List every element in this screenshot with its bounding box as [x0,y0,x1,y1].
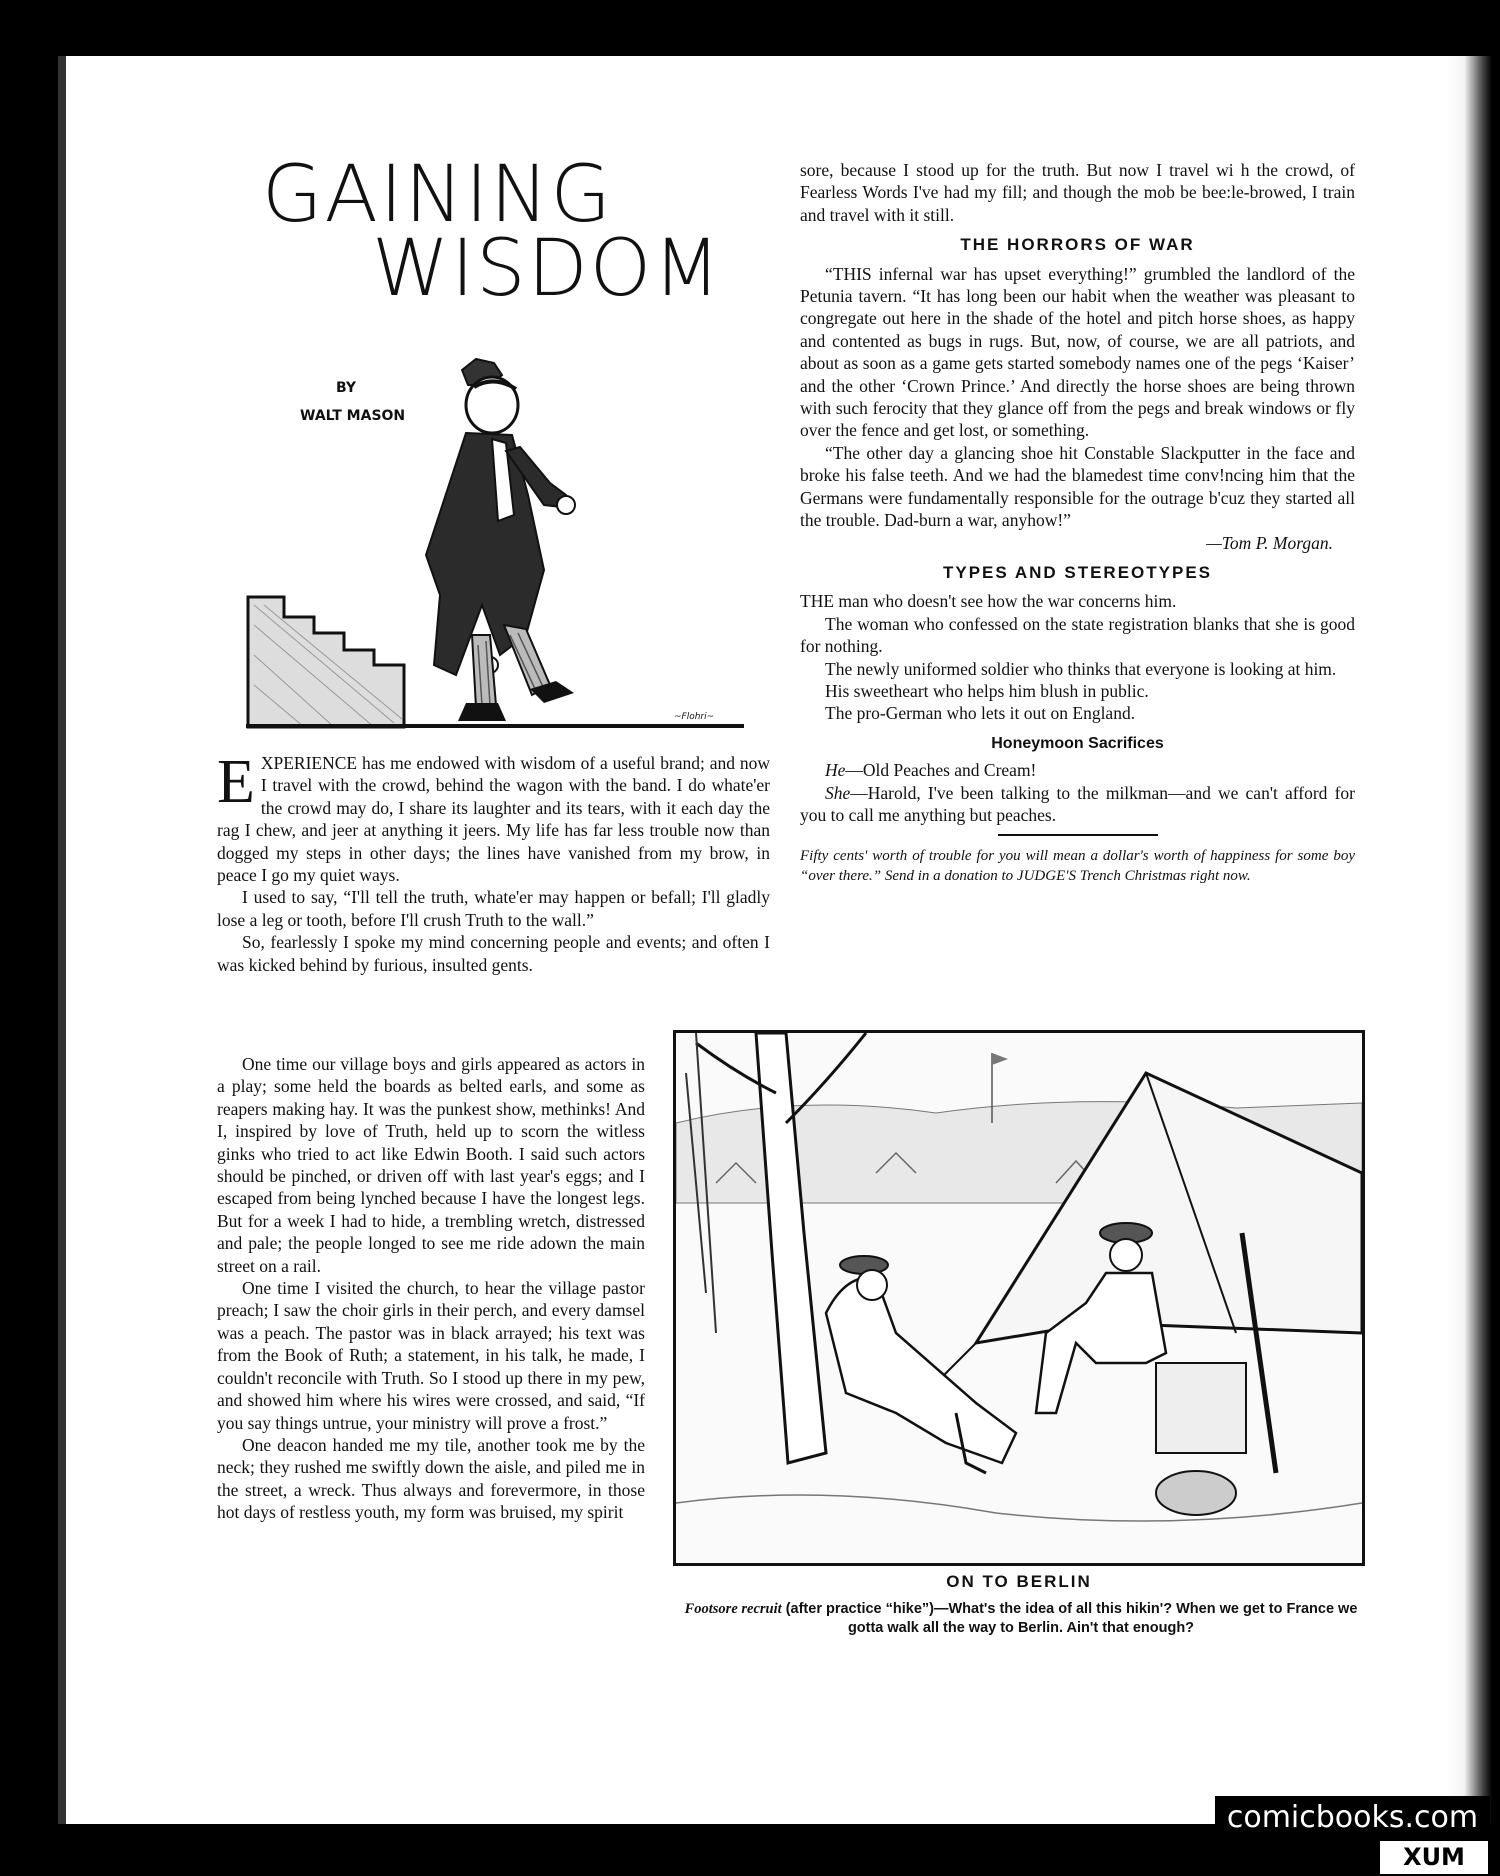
page-spine-shadow [1446,56,1492,1824]
article-paragraph-1 [217,748,770,886]
types-line-3: The newly uniformed soldier who thinks that everyone is looking at him. [825,658,1337,679]
cartoon-title: ON TO BERLIN [946,1572,1092,1591]
article-column-left-narrow [217,1053,645,1524]
honeymoon-she-line [800,782,1355,827]
honeymoon-she-label: She [825,782,851,803]
article-column-right [800,159,1355,886]
honeymoon-heading: Honeymoon Sacrifices [991,734,1164,752]
svg-text:~Flohri~: ~Flohri~ [674,712,715,722]
cartoon-caption [676,1600,1366,1638]
types-line-5: The pro-German who lets it out on England. [825,703,1136,724]
types-line-4: His sweetheart who helps him blush in public. [825,680,1149,701]
drop-cap: E [217,748,255,816]
cartoon-caption-text: (after practice “hike”)—What's the idea of all this hikin'? When we get to France we gotta walk all the way to Berlin. Ain't that enough? [785,1601,1358,1636]
article-column-left [217,748,770,976]
honeymoon-he-label: He [825,760,846,781]
cartoon-caption-speaker: Footsore recruit [684,1601,782,1617]
honeymoon-she-text: —Harold, I've been talking to the milkman—and we can't afford for you to call me anything but peaches. [800,782,1355,825]
article-title-line-1: GAINING [262,150,613,240]
walking-man-illustration [244,355,744,730]
section-divider [998,834,1158,836]
trench-christmas-appeal: Fifty cents' worth of trouble for you will mean a dollar's worth of happiness for some boy “over there.” Send in a donation to JUDGE'S Trench Christmas right now. [800,848,1355,885]
cartoon-drawing [676,1033,1362,1563]
byline-by: BY [336,380,357,396]
site-watermark: comicbooks.com [1215,1796,1490,1840]
article-paragraph-3: So, fearlessly I spoke my mind concerning people and events; and often I was kicked behind by furious, insulted gents. [217,932,770,975]
horrors-signature: —Tom P. Morgan. [1206,532,1333,553]
honeymoon-he-text: —Old Peaches and Cream! [845,760,1037,781]
horrors-of-war-heading: THE HORRORS OF WAR [960,235,1195,255]
article-continuation: sore, because I stood up for the truth. But now I travel wi h the crowd, of Fearless Words I've had my fill; and though the mob be bee:le-browed, I train and travel with it still. [800,160,1355,225]
article-paragraph-6: One deacon handed me my tile, another took me by the neck; they rushed me swiftly down the aisle, and piled me in the street, a wreck. Thus always and forevermore, in those hot days of restless youth, my form was bruised, my spirit [217,1434,645,1523]
article-paragraph-4: One time our village boys and girls appeared as actors in a play; some held the boards as belted earls, and some as reapers making hay. It was the punkest show, methinks! And I, inspired by love of Truth, held up to scorn the witless ginks who tried to act like Edwin Booth. I said such actors should be pinched, or driven off with last year's eggs; and I escaped from being lynched because I have the longest legs. But for a week I had to hide, a trembling wretch, distressed and pale; the people longed to see me ride adown the main street on a rail. [217,1054,645,1276]
article-title-line-2: WISDOM [372,224,723,314]
xum-badge: XUM [1380,1841,1488,1874]
types-stereotypes-heading: TYPES AND STEREOTYPES [942,562,1213,582]
article-paragraph-5: One time I visited the church, to hear the village pastor preach; I saw the choir girls in their perch, and every damsel was a peach. The pastor was in black arrayed; his text was from the Book of Ruth; a statement, in his talk, he made, I couldn't reconcile with Truth. So I stood up there in my pew, and showed him where his wires were crossed, and said, “If you say things untrue, your ministry will prove a frost.” [217,1278,645,1433]
page-left-edge [58,56,66,1824]
byline-author: WALT MASON [300,408,406,424]
horrors-paragraph-1: “THIS infernal war has upset everything!” grumbled the landlord of the Petunia tavern. “It has long been our habit when the weather was pleasant to congregate out here in the shade of the hotel and pitch horse shoes, as happy and contented as bugs in rugs. But, now, of course, we are all patriots, and about as soon as a game gets started somebody names one of the pegs ‘Kaiser’ and the other ‘Crown Prince.’ And directly the horse shoes are being thrown with such ferocity that they glance off from the pegs and break windows or fly over the fence and get lost, or something. [800,263,1355,441]
on-to-berlin-cartoon [673,1030,1365,1566]
types-line-2: The woman who confessed on the state registration blanks that she is good for nothing. [800,613,1355,657]
honeymoon-he-line [800,759,1355,781]
article-paragraph-1-text: XPERIENCE has me endowed with wisdom of a useful brand; and now I travel with the crowd, behind the wagon with the band. I do whate'er the crowd may do, I share its laughter and its tears, with it each day the rag I chew, and jeer at anything it jeers. My life has far less trouble now than dogged my steps in other days; the lines have vanished from my brow, in peace I go my quiet ways. [217,753,770,886]
horrors-paragraph-2: “The other day a glancing shoe hit Constable Slackputter in the face and broke his false teeth. And we had the blamedest time conv!ncing him that the Germans were fundamentally responsible for the outrage b'cuz they started all the trouble. Dad-burn a war, anyhow!” [800,442,1355,531]
article-paragraph-2: I used to say, “I'll tell the truth, whate'er may happen or befall; I'll gladly lose a leg or tooth, before I'll crush Truth to the wall.” [217,887,770,930]
types-line-1: THE man who doesn't see how the war concerns him. [800,591,1177,612]
